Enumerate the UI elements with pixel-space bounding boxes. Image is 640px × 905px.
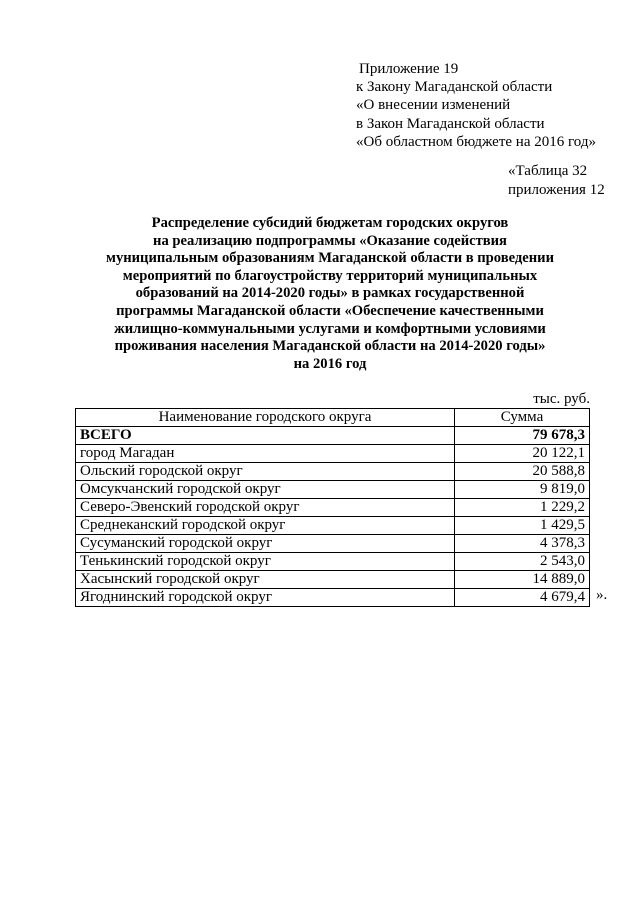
column-header-name: Наименование городского округа (76, 409, 455, 427)
total-amount: 79 678,3 (455, 427, 590, 445)
title-line: Распределение субсидий бюджетам городских округов (151, 215, 509, 231)
table-header-row (76, 409, 590, 427)
district-amount: 20 588,8 (455, 463, 590, 481)
table-reference (508, 162, 605, 200)
district-name: Сусуманский городской округ (76, 535, 455, 553)
table-reference-line: приложения 12 (508, 182, 605, 198)
appendix-header (356, 60, 626, 151)
district-name: Хасынский городской округ (76, 571, 455, 589)
district-name: город Магадан (76, 445, 455, 463)
title-line: образований на 2014-2020 годы» в рамках государственной (135, 285, 525, 302)
appendix-line: к Закону Магаданской области (356, 79, 553, 96)
table-row (76, 589, 590, 607)
table-reference-line: «Таблица 32 (508, 163, 588, 179)
district-name: Ягоднинский городской округ (76, 589, 455, 607)
title-line: проживания населения Магаданской области на 2014-2020 годы» (114, 338, 546, 355)
closing-quote-mark: ». (596, 587, 608, 603)
appendix-line: в Закон Магаданской области (356, 115, 545, 132)
district-name: Омсукчанский городской округ (76, 481, 455, 499)
district-name: Тенькинский городской округ (76, 553, 455, 571)
table-row (76, 481, 590, 499)
district-amount: 2 543,0 (455, 553, 590, 571)
appendix-line: «Об областном бюджете на 2016 год» (356, 133, 596, 150)
title-line: на реализацию подпрограммы «Оказание содействия (153, 232, 507, 249)
total-label: ВСЕГО (76, 427, 455, 445)
units-label: тыс. руб. (533, 391, 590, 407)
table-row (76, 553, 590, 571)
table-row (76, 463, 590, 481)
district-amount: 9 819,0 (455, 481, 590, 499)
title-line: программы Магаданской области «Обеспечение качественными (116, 302, 544, 319)
table-row (76, 499, 590, 517)
district-amount: 1 429,5 (455, 517, 590, 535)
title-line: муниципальным образованиям Магаданской области в проведении (106, 250, 554, 267)
table-row (76, 517, 590, 535)
district-amount: 4 378,3 (455, 535, 590, 553)
district-amount: 4 679,4 (455, 589, 590, 607)
district-name: Среднеканский городской округ (76, 517, 455, 535)
district-name: Ольский городской округ (76, 463, 455, 481)
title-line: мероприятий по благоустройству территорий муниципальных (122, 267, 538, 284)
title-line: жилищно-коммунальными услугами и комфортными условиями (114, 320, 546, 337)
column-header-amount: Сумма (455, 409, 590, 427)
table-row (76, 445, 590, 463)
appendix-line: Приложение 19 (359, 61, 459, 77)
subsidy-table (75, 408, 590, 607)
table-row (76, 571, 590, 589)
document-title (90, 215, 570, 373)
table-row (76, 535, 590, 553)
title-line: на 2016 год (293, 355, 367, 372)
district-amount: 14 889,0 (455, 571, 590, 589)
district-amount: 20 122,1 (455, 445, 590, 463)
district-amount: 1 229,2 (455, 499, 590, 517)
appendix-line: «О внесении изменений (356, 97, 511, 114)
total-row (76, 427, 590, 445)
district-name: Северо-Эвенский городской округ (76, 499, 455, 517)
